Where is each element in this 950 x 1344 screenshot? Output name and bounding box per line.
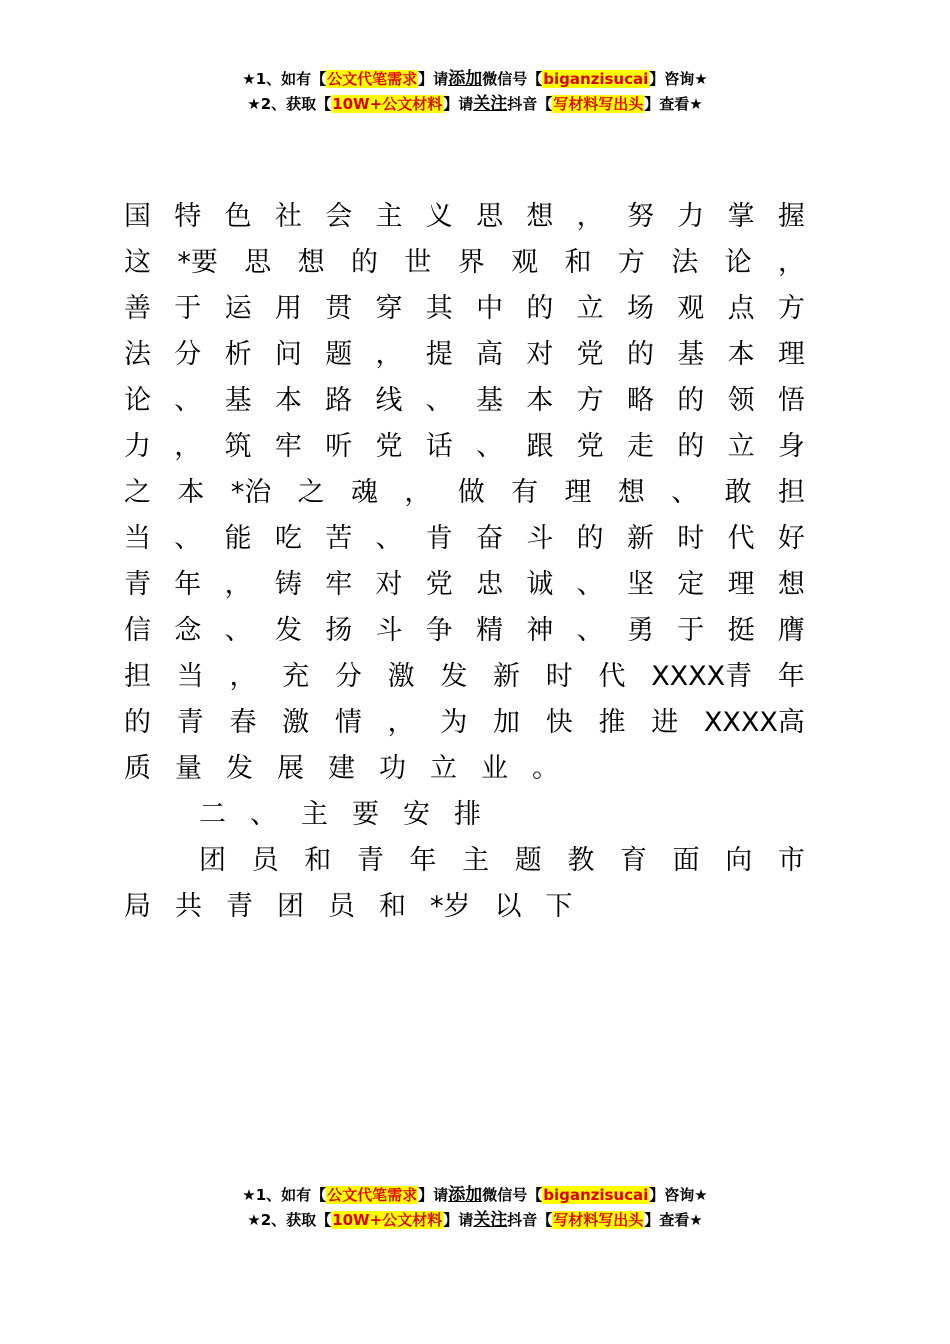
banner-highlight: biganzisucai — [543, 1186, 649, 1204]
text-glyph: 为 — [440, 707, 468, 738]
text-glyph: 和 — [564, 247, 592, 278]
text-glyph: 分 — [174, 339, 202, 370]
banner-text: 抖音【 — [507, 1211, 553, 1229]
text-glyph: 诚 — [526, 569, 554, 600]
text-line — [124, 792, 805, 838]
banner-highlight: 写材料写出头 — [553, 1211, 644, 1229]
text-glyph: 想 — [526, 201, 554, 232]
text-glyph: 当 — [124, 523, 151, 554]
banner-highlight: 写材料写出头 — [553, 95, 644, 113]
text-glyph: 的 — [576, 523, 604, 554]
text-glyph: 团 — [199, 845, 226, 876]
banner-underline: 关注 — [473, 94, 508, 114]
banner-underline: 关注 — [473, 1210, 508, 1230]
text-glyph: 思 — [476, 201, 504, 232]
text-glyph: 下 — [545, 891, 573, 922]
text-glyph: 排 — [454, 799, 481, 830]
text-glyph: 、 — [375, 523, 403, 554]
text-glyph: 的 — [626, 339, 654, 370]
banner-highlight: biganzisucai — [543, 70, 649, 88]
text-glyph: 基 — [476, 385, 504, 416]
text-glyph: 员 — [328, 891, 355, 922]
text-glyph: 当 — [176, 661, 204, 692]
text-glyph: ， — [576, 201, 604, 232]
text-glyph: 法 — [671, 247, 699, 278]
text-glyph: 本 — [274, 385, 302, 416]
text-glyph: 青 — [356, 845, 384, 876]
text-glyph: 以 — [494, 891, 522, 922]
text-glyph: 和 — [304, 845, 332, 876]
text-line — [124, 516, 805, 562]
text-glyph: 义 — [425, 201, 453, 232]
text-glyph: 、 — [576, 569, 604, 600]
text-glyph: 安 — [403, 799, 430, 830]
text-glyph: 敢 — [724, 477, 752, 508]
text-glyph: 苦 — [325, 523, 353, 554]
text-glyph: 青 — [124, 569, 151, 600]
text-line — [124, 424, 805, 470]
text-glyph: 、 — [476, 431, 504, 462]
text-glyph: ， — [375, 339, 403, 370]
text-glyph: 的 — [677, 431, 705, 462]
text-glyph: 听 — [325, 431, 353, 462]
text-glyph: 面 — [672, 845, 700, 876]
text-glyph: 担 — [124, 661, 151, 692]
text-glyph: 方 — [777, 293, 805, 324]
text-glyph: 魂 — [351, 477, 378, 508]
text-glyph: 进 — [651, 707, 679, 738]
text-glyph: 话 — [425, 431, 453, 462]
text-line — [124, 700, 805, 746]
text-glyph: 忠 — [476, 569, 504, 600]
text-glyph: 年 — [777, 661, 805, 692]
text-glyph: 题 — [325, 339, 353, 370]
text-glyph: XXXX高 — [703, 707, 805, 738]
text-glyph: *岁 — [430, 891, 471, 922]
text-glyph: 激 — [387, 661, 415, 692]
text-glyph: 领 — [727, 385, 755, 416]
banner-highlight: 公文代笔需求 — [327, 70, 418, 88]
text-glyph: 主 — [462, 845, 490, 876]
text-glyph: 点 — [727, 293, 755, 324]
text-glyph: 运 — [224, 293, 252, 324]
text-glyph: 年 — [174, 569, 202, 600]
text-glyph: 观 — [511, 247, 539, 278]
text-glyph: 线 — [375, 385, 403, 416]
text-glyph: 加 — [493, 707, 521, 738]
text-glyph: 奋 — [476, 523, 504, 554]
text-glyph: 主 — [301, 799, 328, 830]
banner-text: ★2、获取【 — [247, 1211, 332, 1229]
text-glyph: 、 — [224, 615, 252, 646]
text-glyph: 党 — [576, 339, 604, 370]
text-line — [124, 194, 805, 240]
text-glyph: 。 — [532, 753, 559, 784]
banner-underline: 添加 — [448, 1185, 483, 1205]
text-glyph: 立 — [727, 431, 755, 462]
banner-text: 】咨询★ — [649, 70, 708, 88]
text-glyph: 悟 — [777, 385, 805, 416]
text-glyph: 牢 — [325, 569, 353, 600]
text-line — [124, 470, 805, 516]
text-glyph: 方 — [576, 385, 604, 416]
text-glyph: 特 — [174, 201, 202, 232]
text-glyph: 、 — [174, 385, 202, 416]
text-glyph: 新 — [493, 661, 521, 692]
text-glyph: 有 — [511, 477, 539, 508]
text-glyph: 基 — [677, 339, 705, 370]
text-glyph: 观 — [677, 293, 705, 324]
text-glyph: 于 — [677, 615, 705, 646]
text-glyph: 信 — [124, 615, 151, 646]
banner-text: 】请 — [443, 95, 474, 113]
banner-text: ★2、获取【 — [247, 95, 332, 113]
banner-highlight: 10W+公文材料 — [332, 95, 443, 113]
text-glyph: 争 — [425, 615, 453, 646]
text-glyph: 理 — [564, 477, 592, 508]
text-glyph: 力 — [677, 201, 705, 232]
text-glyph: 建 — [328, 753, 355, 784]
text-glyph: 局 — [124, 891, 151, 922]
text-glyph: 身 — [777, 431, 805, 462]
text-glyph: 推 — [598, 707, 626, 738]
text-glyph: 功 — [379, 753, 406, 784]
text-glyph: 理 — [777, 339, 805, 370]
text-glyph: 立 — [430, 753, 457, 784]
text-glyph: 本 — [526, 385, 554, 416]
text-line — [124, 286, 805, 332]
text-glyph: 色 — [224, 201, 252, 232]
text-glyph: 勇 — [626, 615, 654, 646]
banner-text: 】咨询★ — [649, 1186, 708, 1204]
banner-text: ★1、如有【 — [242, 1186, 327, 1204]
text-glyph: 本 — [177, 477, 205, 508]
text-glyph: 路 — [325, 385, 353, 416]
text-glyph: 时 — [545, 661, 573, 692]
text-glyph: ， — [778, 247, 805, 278]
text-glyph: 坚 — [626, 569, 654, 600]
text-glyph: 能 — [224, 523, 252, 554]
text-glyph: ， — [387, 707, 415, 738]
document-body — [124, 194, 805, 930]
text-glyph: 跟 — [526, 431, 554, 462]
text-glyph: 青 — [176, 707, 204, 738]
banner-text: 】查看★ — [644, 95, 703, 113]
banner-line-1 — [0, 67, 950, 92]
text-glyph: 扬 — [325, 615, 353, 646]
banner-line-1 — [0, 1183, 950, 1208]
text-glyph: 团 — [277, 891, 304, 922]
text-glyph: ， — [404, 477, 432, 508]
text-line — [124, 332, 805, 378]
text-line — [124, 378, 805, 424]
text-glyph: 高 — [476, 339, 504, 370]
text-glyph: 斗 — [526, 523, 554, 554]
text-glyph: 斗 — [375, 615, 403, 646]
banner-line-2 — [0, 92, 950, 117]
text-glyph: ， — [229, 661, 257, 692]
text-glyph: 问 — [274, 339, 302, 370]
text-glyph: 教 — [567, 845, 595, 876]
banner-text: ★1、如有【 — [242, 70, 327, 88]
text-glyph: 法 — [124, 339, 151, 370]
text-glyph: 场 — [626, 293, 654, 324]
text-glyph: 之 — [297, 477, 325, 508]
text-glyph: 对 — [375, 569, 403, 600]
text-line — [124, 884, 805, 930]
text-glyph: 方 — [617, 247, 645, 278]
text-glyph: 会 — [325, 201, 353, 232]
text-glyph: 国 — [124, 201, 151, 232]
text-glyph: 做 — [457, 477, 485, 508]
text-glyph: 走 — [626, 431, 654, 462]
text-glyph: 员 — [251, 845, 279, 876]
text-glyph: 激 — [282, 707, 310, 738]
text-glyph: *治 — [230, 477, 272, 508]
text-glyph: 握 — [777, 201, 805, 232]
text-glyph: 共 — [175, 891, 202, 922]
text-glyph: 分 — [334, 661, 362, 692]
text-glyph: ， — [174, 431, 202, 462]
text-glyph: 掌 — [727, 201, 755, 232]
banner-text: 】请 — [443, 1211, 474, 1229]
text-glyph: 发 — [440, 661, 468, 692]
banner-text: 】查看★ — [644, 1211, 703, 1229]
text-glyph: 年 — [409, 845, 437, 876]
banner-text: 微信号【 — [482, 70, 543, 88]
text-glyph: 青 — [226, 891, 253, 922]
text-glyph: 市 — [777, 845, 805, 876]
text-glyph: 穿 — [375, 293, 403, 324]
text-glyph: 这 — [124, 247, 151, 278]
text-glyph: 、 — [250, 799, 277, 830]
text-glyph: ， — [224, 569, 252, 600]
text-glyph: 世 — [404, 247, 432, 278]
text-glyph: 略 — [626, 385, 654, 416]
text-glyph: 发 — [226, 753, 253, 784]
text-glyph: 筑 — [224, 431, 252, 462]
text-glyph: 力 — [124, 431, 151, 462]
text-glyph: 中 — [476, 293, 504, 324]
text-glyph: 代 — [598, 661, 626, 692]
text-glyph: 对 — [526, 339, 554, 370]
text-line — [124, 240, 805, 286]
banner-text: 微信号【 — [482, 1186, 543, 1204]
text-glyph: 贯 — [325, 293, 353, 324]
text-glyph: 时 — [677, 523, 705, 554]
text-glyph: 善 — [124, 293, 151, 324]
banner-line-2 — [0, 1208, 950, 1233]
text-glyph: 用 — [274, 293, 302, 324]
text-glyph: 好 — [777, 523, 805, 554]
text-glyph: 春 — [229, 707, 257, 738]
text-glyph: 想 — [777, 569, 805, 600]
text-line — [124, 562, 805, 608]
text-glyph: 党 — [375, 431, 403, 462]
text-glyph: 肯 — [425, 523, 453, 554]
text-glyph: 想 — [297, 247, 325, 278]
text-glyph: 向 — [725, 845, 753, 876]
text-glyph: 质 — [124, 753, 151, 784]
text-glyph: 之 — [124, 477, 151, 508]
text-glyph: *要 — [177, 247, 218, 278]
text-glyph: 代 — [727, 523, 755, 554]
text-glyph: XXXX青 — [651, 661, 753, 692]
text-glyph: 思 — [244, 247, 272, 278]
text-glyph: 定 — [677, 569, 705, 600]
text-glyph: 情 — [334, 707, 362, 738]
text-glyph: 的 — [351, 247, 378, 278]
text-glyph: 担 — [778, 477, 805, 508]
text-glyph: 其 — [425, 293, 453, 324]
text-glyph: 于 — [174, 293, 202, 324]
banner-text: 】请 — [418, 1186, 449, 1204]
text-glyph: 社 — [274, 201, 302, 232]
text-glyph: 发 — [274, 615, 302, 646]
text-glyph: 党 — [576, 431, 604, 462]
text-glyph: 的 — [526, 293, 554, 324]
banner-highlight: 公文代笔需求 — [327, 1186, 418, 1204]
text-glyph: 精 — [476, 615, 504, 646]
text-glyph: 展 — [277, 753, 304, 784]
text-glyph: 膺 — [777, 615, 805, 646]
bottom-banner — [0, 1183, 950, 1233]
text-glyph: 挺 — [727, 615, 755, 646]
text-glyph: 提 — [425, 339, 453, 370]
text-glyph: 本 — [727, 339, 755, 370]
text-glyph: 析 — [224, 339, 252, 370]
text-glyph: 育 — [620, 845, 647, 876]
text-glyph: 论 — [124, 385, 151, 416]
text-glyph: 想 — [617, 477, 645, 508]
text-glyph: 新 — [626, 523, 654, 554]
text-glyph: 念 — [174, 615, 202, 646]
text-line — [124, 838, 805, 884]
text-glyph: 立 — [576, 293, 604, 324]
banner-highlight: 10W+公文材料 — [332, 1211, 443, 1229]
banner-text: 】请 — [418, 70, 449, 88]
text-glyph: 和 — [379, 891, 406, 922]
text-glyph: 的 — [677, 385, 705, 416]
banner-underline: 添加 — [448, 69, 483, 89]
text-glyph: 业 — [481, 753, 508, 784]
text-glyph: 充 — [282, 661, 310, 692]
text-glyph: 界 — [457, 247, 485, 278]
text-glyph: 理 — [727, 569, 755, 600]
text-glyph: 、 — [425, 385, 453, 416]
banner-text: 抖音【 — [507, 95, 553, 113]
text-glyph: 党 — [425, 569, 453, 600]
top-banner — [0, 67, 950, 117]
text-glyph: 二 — [199, 799, 226, 830]
text-glyph: 论 — [724, 247, 752, 278]
text-glyph: 神 — [526, 615, 554, 646]
text-glyph: 吃 — [274, 523, 302, 554]
text-glyph: 、 — [671, 477, 699, 508]
text-glyph: 努 — [626, 201, 654, 232]
text-glyph: 牢 — [274, 431, 302, 462]
text-glyph: 量 — [175, 753, 202, 784]
text-glyph: 、 — [174, 523, 202, 554]
text-glyph: 快 — [545, 707, 573, 738]
text-glyph: 主 — [375, 201, 403, 232]
text-line — [124, 608, 805, 654]
text-glyph: 、 — [576, 615, 604, 646]
text-glyph: 基 — [224, 385, 252, 416]
text-glyph: 题 — [514, 845, 542, 876]
text-line — [124, 746, 805, 792]
text-line — [124, 654, 805, 700]
text-glyph: 的 — [124, 707, 151, 738]
text-glyph: 要 — [352, 799, 379, 830]
text-glyph: 铸 — [274, 569, 302, 600]
